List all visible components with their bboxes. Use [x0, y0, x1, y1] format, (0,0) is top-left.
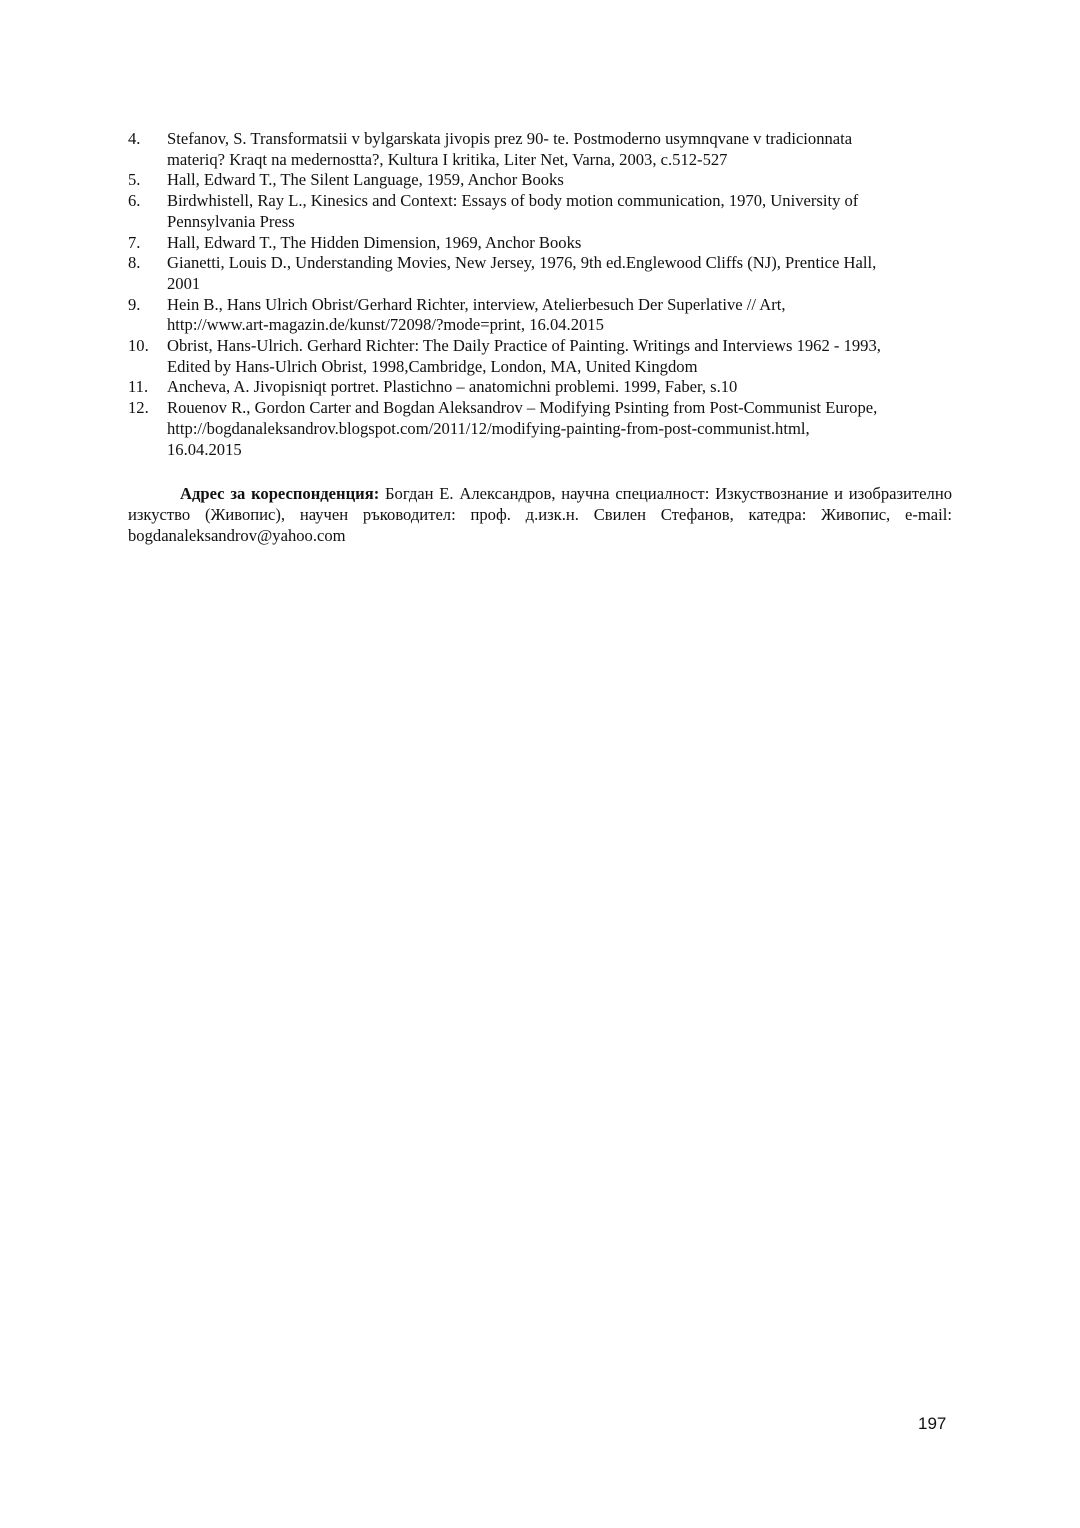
reference-text	[167, 253, 954, 294]
reference-item	[128, 253, 954, 294]
page-number: 197	[918, 1414, 947, 1433]
reference-number: 6.	[128, 191, 141, 211]
reference-link[interactable]: http://www.art-magazin.de/kunst/72098/?mode=print, 16.04.2015	[167, 315, 604, 335]
reference-line: Pennsylvania Press	[167, 211, 295, 231]
reference-item	[128, 170, 954, 191]
correspondence-text: Богдан Е. Александров, научна специалност: Изкуствознание и изобразително изкуство (Живопис), научен ръководител: проф. д.изк.н. Свилен Стефанов, катедра: Живопис, e-mail: bogdanaleksandrov@yahoo.com	[128, 484, 952, 545]
reference-text	[167, 170, 954, 191]
reference-number: 9.	[128, 294, 141, 314]
correspondence-label: Адрес за кореспонденция:	[180, 484, 380, 503]
reference-item	[128, 377, 954, 398]
reference-item	[128, 233, 954, 254]
reference-number: 5.	[128, 170, 141, 190]
reference-line: Ancheva, A. Jivopisniqt portret. Plastichno – anatomichni problemi. 1999, Faber, s.10	[167, 377, 738, 397]
reference-item	[128, 191, 954, 232]
reference-list	[128, 129, 954, 460]
reference-item	[128, 129, 954, 170]
reference-text	[167, 295, 954, 336]
reference-link[interactable]: http://bogdanaleksandrov.blogspot.com/2011/12/modifying-painting-from-post-communist.html,	[167, 418, 810, 438]
reference-line: Stefanov, S. Transformatsii v bylgarskata jivopis prez 90- te. Postmoderno usymnqvane v tradicionnata	[167, 129, 853, 148]
reference-line: materiq? Kraqt na medernostta?, Kultura I kritika, Liter Net, Varna, 2003, c.512-527	[167, 149, 728, 169]
reference-line: Hall, Edward T., The Silent Language, 1959, Anchor Books	[167, 170, 564, 190]
reference-text	[167, 377, 954, 398]
reference-text	[167, 336, 954, 377]
reference-line: 16.04.2015	[167, 439, 242, 459]
reference-number: 4.	[128, 129, 141, 148]
reference-line: Birdwhistell, Ray L., Kinesics and Context: Essays of body motion communication, 1970, University of	[167, 191, 859, 211]
reference-number: 8.	[128, 253, 141, 273]
reference-line: Gianetti, Louis D., Understanding Movies, New Jersey, 1976, 9th ed.Englewood Cliffs (NJ), Prentice Hall,	[167, 253, 877, 273]
reference-text	[167, 233, 954, 254]
reference-line: Edited by Hans-Ulrich Obrist, 1998,Cambridge, London, MA, United Kingdom	[167, 356, 698, 376]
reference-line: Hein B., Hans Ulrich Obrist/Gerhard Richter, interview, Atelierbesuch Der Superlative // Art,	[167, 294, 786, 314]
correspondence-address	[128, 484, 952, 546]
reference-item	[128, 295, 954, 336]
reference-line: Hall, Edward T., The Hidden Dimension, 1969, Anchor Books	[167, 232, 582, 252]
reference-number: 10.	[128, 336, 149, 356]
reference-text	[167, 398, 954, 460]
reference-line: Rouenov R., Gordon Carter and Bogdan Aleksandrov – Modifying Psinting from Post-Communist Europe,	[167, 398, 878, 418]
reference-text	[167, 129, 954, 170]
reference-number: 7.	[128, 232, 141, 252]
reference-number: 11.	[128, 377, 149, 397]
reference-text	[167, 191, 954, 232]
reference-item	[128, 336, 954, 377]
reference-item	[128, 398, 954, 460]
reference-number: 12.	[128, 398, 149, 418]
reference-line: 2001	[167, 273, 201, 293]
reference-line: Obrist, Hans-Ulrich. Gerhard Richter: The Daily Practice of Painting. Writings and Interviews 1962 - 1993,	[167, 336, 881, 356]
